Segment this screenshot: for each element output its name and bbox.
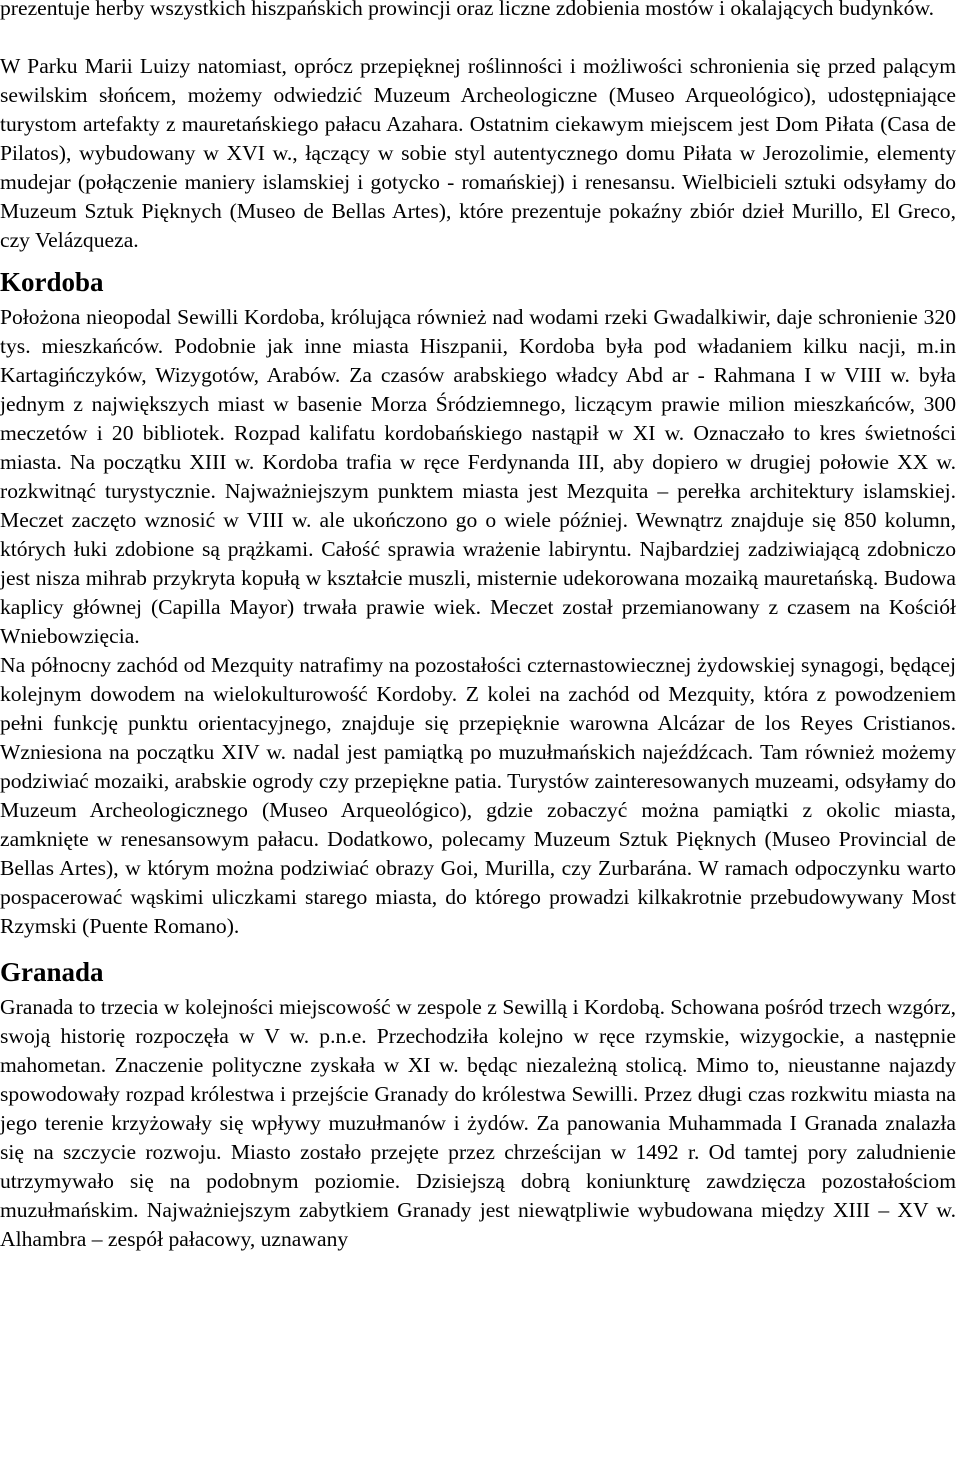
kordoba-heading: Kordoba [0,267,104,297]
kordoba-paragraph-2: Na północny zachód od Mezquity natrafimy na pozostałości czternastowiecznej żydowskiej synagogi, będącej kolejnym dowodem na wielokulturowość Kordoby. Z kolei na zachód od Mezquity, która z powodzeniem pełni funkcję punktu orientacyjnego, znajduje się przepięknie warowna Alcázar de los Reyes Cristianos. Wzniesiona na początku XIV w. nadal jest pamiątką po muzułmańskich najeźdźcach. Tam również możemy podziwiać mozaiki, arabskie ogrody czy przepiękne patia. Turystów zainteresowanych muzeami, odsyłamy do Muzeum Archeologicznego (Museo Arqueológico), gdzie zobaczyć można pamiątki z okolic miasta, zamknięte w renesansowym pałacu. Dodatkowo, polecamy Muzeum Sztuk Pięknych (Museo Provincial de Bellas Artes), w którym można podziwiać obrazy Goi, Murilla, czy Zurbarána. W ramach odpoczynku warto pospacerować wąskimi uliczkami starego miasta, do którego prowadzi kilkakrotnie przebudowywany Most Rzymski (Puente Romano). [0,653,956,938]
sevilla-paragraph-park: W Parku Marii Luizy natomiast, oprócz przepięknej roślinności i możliwości schronienia się przed palącym sewilskim słońcem, możemy odwiedzić Muzeum Archeologiczne (Museo Arqueológico), udostępniające turystom artefakty z mauretańskiego pałacu Azahara. Ostatnim ciekawym miejscem jest Dom Piłata (Casa de Pilatos), wybudowany w XVI w., łączący w sobie styl autentycznego domu Piłata w Jerozolimie, elementy mudejar (połączenie maniery islamskiej i gotycko - romańskiej) i renesansu. Wielbicieli sztuki odsyłamy do Muzeum Sztuk Pięknych (Museo de Bellas Artes), które prezentuje pokaźny zbiór dzieł Murillo, El Greco, czy Velázqueza. [0,54,956,252]
paragraph-gap [0,23,956,52]
kordoba-paragraph-1: Położona nieopodal Sewilli Kordoba, królująca również nad wodami rzeki Gwadalkiwir, daje schronienie 320 tys. mieszkańców. Podobnie jak inne miasta Hiszpanii, Kordoba była pod władaniem kilku nacji, m.in Kartagińczyków, Wizygotów, Arabów. Za czasów arabskiego władcy Abd ar - Rahmana I w VIII w. była jednym z największych miast w basenie Morza Śródziemnego, liczącym prawie milion mieszkańców, 300 meczetów i 20 bibliotek. Rozpad kalifatu kordobańskiego nastąpił w XI w. Oznaczało to kres świetności miasta. Na początku XIII w. Kordoba trafia w ręce Ferdynanda III, aby dopiero w drugiej połowie XX w. rozkwitnąć turystycznie. Najważniejszym punktem miasta jest Mezquita – perełka architektury islamskiej. Meczet zaczęto wznosić w VIII w. ale ukończono go o wiele później. Wewnątrz znajduje się 850 kolumn, których łuki zdobione są prążkami. Całość sprawia wrażenie labiryntu. Najbardziej zadziwiającą zdobniczo jest nisza mihrab przykryta kopułą w kształcie muszli, misternie udekorowana mozaiką mauretańską. Budowa kaplicy głównej (Capilla Mayor) trwała prawie wiek. Meczet został przemianowany z czasem na Kościół Wniebowzięcia. [0,305,956,648]
sevilla-paragraph-end: prezentuje herby wszystkich hiszpańskich prowincji oraz liczne zdobienia mostów i okalających budynków. [0,0,935,20]
granada-heading: Granada [0,957,104,987]
granada-paragraph-1: Granada to trzecia w kolejności miejscowość w zespole z Sewillą i Kordobą. Schowana pośród trzech wzgórz, swoją historię rozpoczęła w V w. p.n.e. Przechodziła kolejno w ręce rzymskie, wizygockie, a następnie mahometan. Znaczenie polityczne zyskała w XI w. będąc niezależną stolicą. Mimo to, nieustanne najazdy spowodowały rozpad królestwa i przejście Granady do królestwa Sewilli. Przez długi czas rozkwitu miasta na jego terenie krzyżowały się wpływy muzułmanów i żydów. Za panowania Muhammada I Granada znalazła się na szczycie rozwoju. Miasto zostało przejęte przez chrześcijan w 1492 r. Od tamtej pory zaludnienie utrzymywało się na podobnym poziomie. Dzisiejszą dobrą koniunkturę zawdzięcza pozostałościom muzułmańskim. Najważniejszym zabytkiem Granady jest niewątpliwie wybudowana między XIII – XV w. Alhambra – zespół pałacowy, uznawany [0,995,956,1251]
